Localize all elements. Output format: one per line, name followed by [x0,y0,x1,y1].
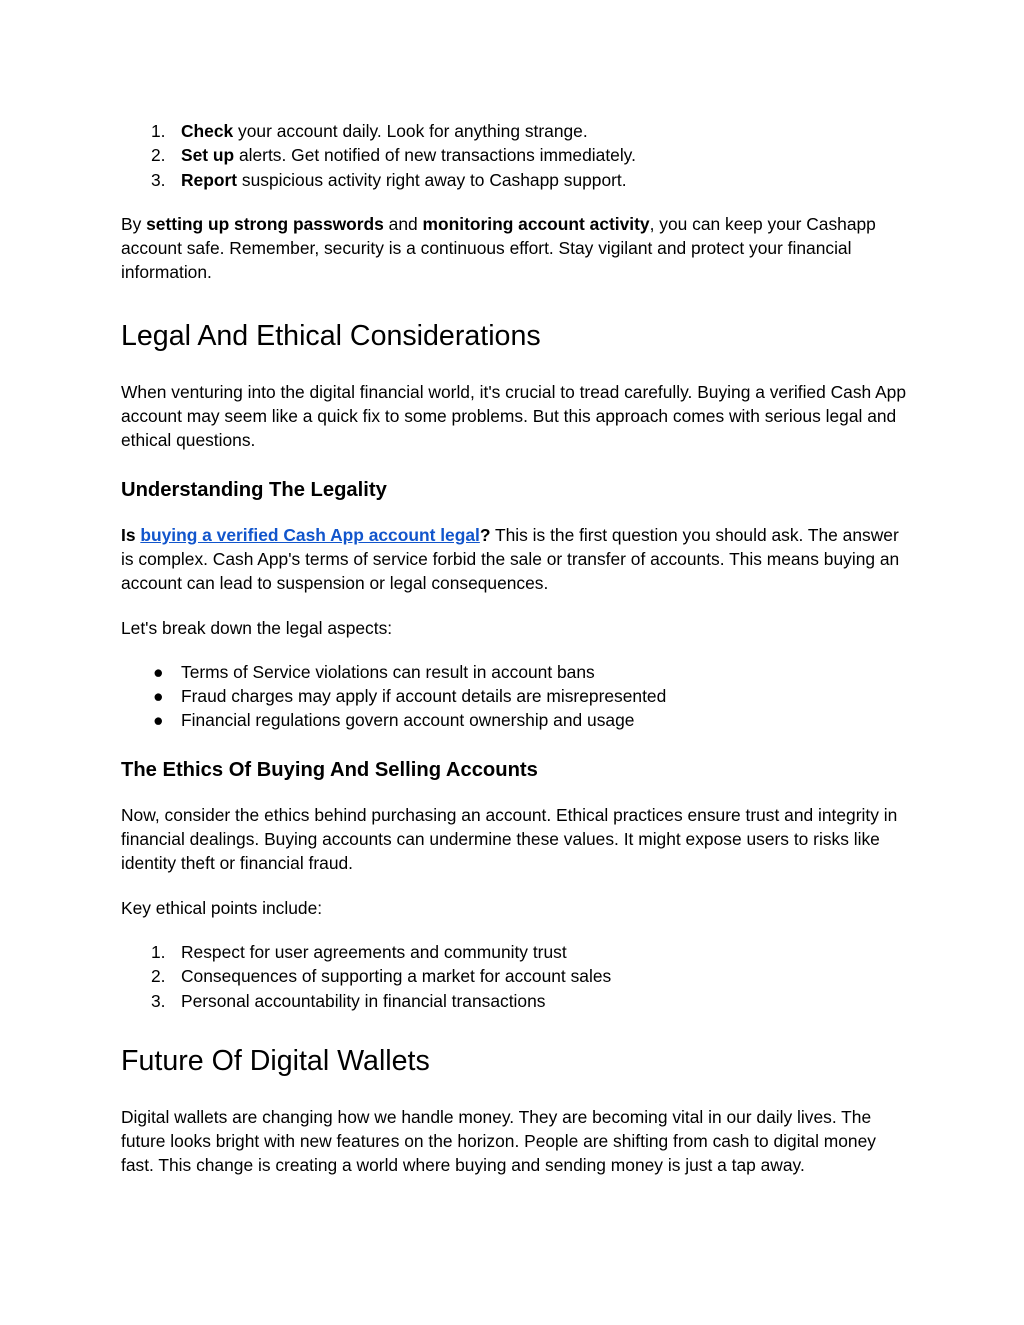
list-item-text: Respect for user agreements and community trust [181,941,567,962]
list-number: 3. [151,990,166,1011]
legal-intro: When venturing into the digital financial world, it's crucial to tread carefully. Buying a verified Cash App account may seem like a quick fix to some problems. But this approach comes with serious legal and ethical questions. [121,381,907,451]
list-item-text: Consequences of supporting a market for account sales [181,966,612,987]
list-item-text: your account daily. Look for anything strange. [233,121,588,141]
list-item [121,940,911,964]
legality-heading: Understanding The Legality [121,478,387,501]
list-item-text: Personal accountability in financial transactions [181,990,546,1011]
list-item-text: Terms of Service violations can result in account bans [181,661,595,682]
list-number: 3. [151,169,166,190]
future-intro: Digital wallets are changing how we handle money. They are becoming vital in our daily lives. The future looks bright with new features on the horizon. People are shifting from cash to digital money fast. This change is creating a world where buying and sending money is just a tap away. [121,1106,876,1176]
summary-text: and [383,213,423,234]
summary-bold: monitoring account activity [422,213,650,234]
summary-text: By [121,213,147,234]
summary-paragraph [121,212,911,285]
list-item-text: alerts. Get notified of new transactions immediately. [234,145,636,166]
legal-breakdown: Let's break down the legal aspects: [121,617,393,638]
list-item [121,708,911,732]
legality-text: This is the first question you should ask. The answer is complex. Cash App's terms of service forbid the sale or transfer of accounts. This means buying an account can lead to suspension or legal consequences. [121,524,900,594]
summary-bold: setting up strong passwords [146,213,384,234]
list-item [121,143,911,167]
list-item [121,168,911,192]
document-content [121,119,911,1178]
legal-aspects-list [121,660,911,733]
legality-link[interactable]: buying a verified Cash App account legal [140,524,480,545]
list-number: 1. [151,941,166,962]
list-item-bold: Report [181,169,238,190]
list-item [121,989,911,1013]
legality-paragraph [121,523,911,596]
list-item [121,660,911,684]
list-item-bold: Check [181,121,234,141]
list-number: 2. [151,145,166,166]
list-item-bold: Set up [181,145,235,166]
list-number: 2. [151,966,166,987]
list-item-text: Financial regulations govern account ownership and usage [181,710,635,731]
legal-heading: Legal And Ethical Considerations [121,319,541,352]
ethical-points-list [121,940,911,1013]
list-number: 1. [151,121,166,141]
ethics-heading: The Ethics Of Buying And Selling Accounts [121,758,538,781]
summary-text: , you can keep your Cashapp account safe. Remember, security is a continuous effort. Stay vigilant and protect your financial information. [121,213,876,283]
legality-prefix: Is [121,524,141,545]
list-item [121,684,911,708]
bullet-icon: ● [153,661,164,682]
legality-question-mark: ? [479,524,491,545]
ethics-intro: Now, consider the ethics behind purchasing an account. Ethical practices ensure trust and integrity in financial dealings. Buying accounts can undermine these values. It might expose users to risks like identity theft or financial fraud. [121,804,898,874]
list-item-text: suspicious activity right away to Cashapp support. [237,169,627,190]
bullet-icon: ● [153,686,164,707]
list-item [121,119,911,143]
bullet-icon: ● [153,710,164,731]
ethics-points-label: Key ethical points include: [121,897,323,918]
list-item-text: Fraud charges may apply if account details are misrepresented [181,686,667,707]
list-item [121,964,911,988]
future-heading: Future Of Digital Wallets [121,1044,430,1077]
security-steps-list [121,119,911,192]
